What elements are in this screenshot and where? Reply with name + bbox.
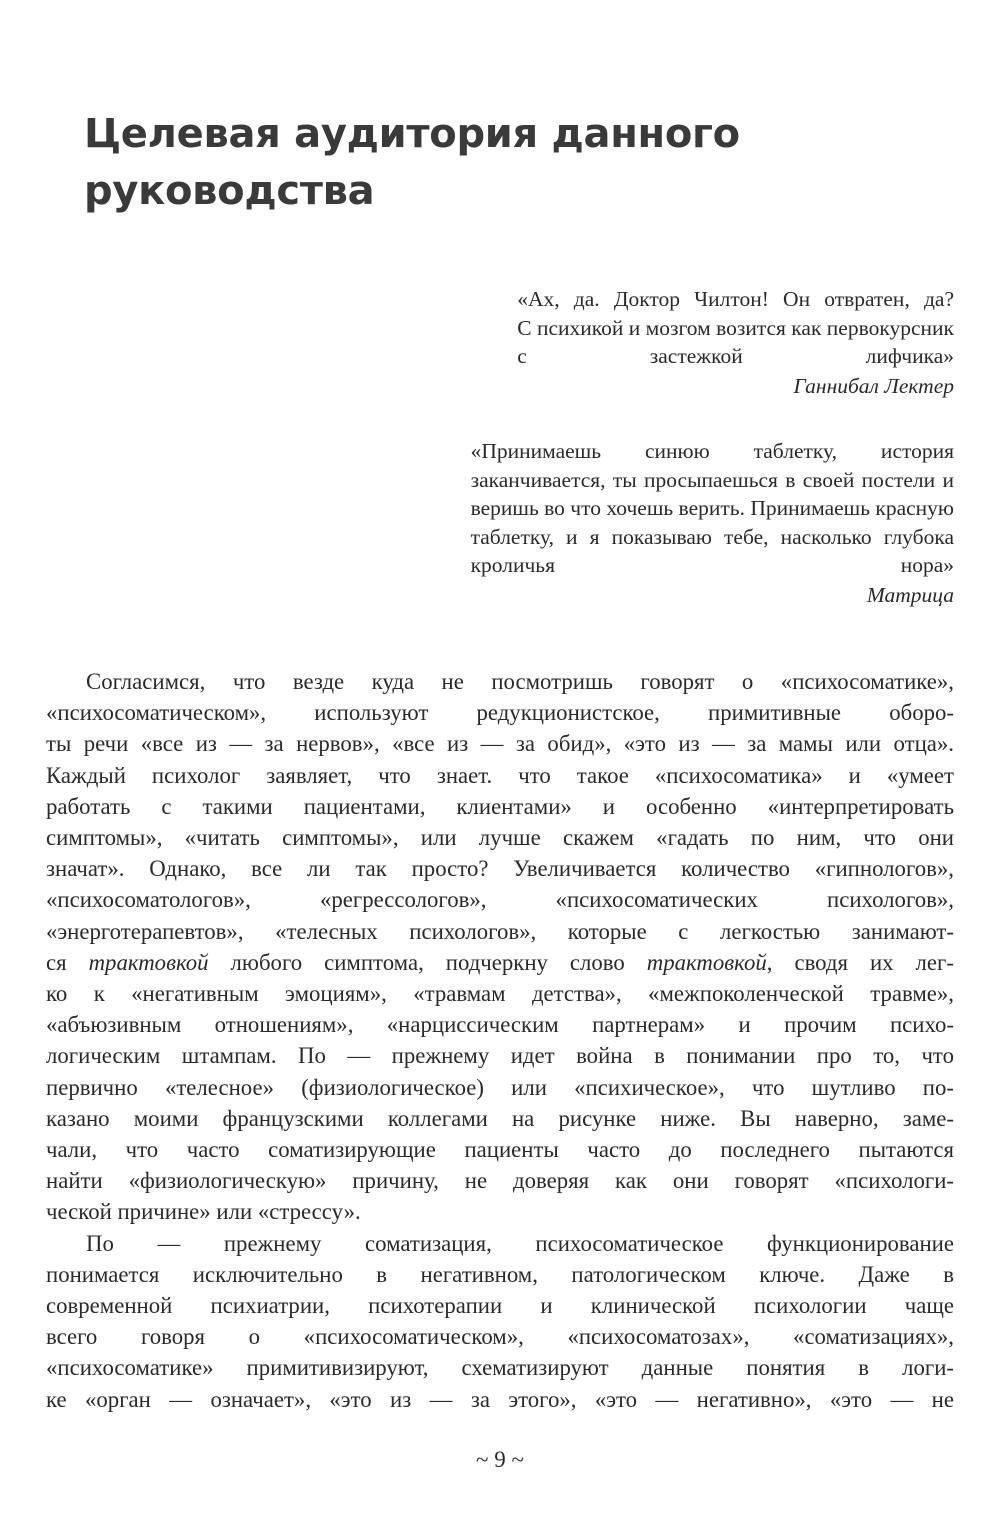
- text-line: «психосоматике» примитивизируют, схематизируют данные понятия в логи-: [46, 1355, 954, 1381]
- emphasized-word: трактовкой: [88, 949, 209, 975]
- text-line: «абъюзивным отношениям», «нарциссическим партнерам» и прочим психо-: [46, 1012, 954, 1038]
- epigraph-line: «Принимаешь синюю таблетку, история: [470, 439, 954, 463]
- text-fragment: любого симптома, подчеркну слово: [208, 949, 647, 975]
- text-line: найти «физиологическую» причину, не доверяя как они говорят «психологи-: [46, 1168, 954, 1194]
- epigraph-line: С психикой и мозгом возится как первокурсник: [517, 315, 954, 340]
- text-line: казано моими французскими коллегами на рисунке ниже. Вы наверно, заме-: [46, 1105, 954, 1131]
- text-fragment: , сводя их лег-: [766, 949, 954, 975]
- page-number: ~ 9 ~: [476, 1447, 524, 1472]
- emphasized-word: трактовкой: [646, 949, 767, 975]
- text-line: Каждый психолог заявляет, что знает. что такое «психосоматика» и «умеет: [46, 762, 954, 788]
- epigraph-author: Матрица: [866, 582, 954, 607]
- text-line: логическим штампам. По — прежнему идет война в понимании про то, что: [46, 1043, 954, 1069]
- text-line: первично «телесное» (физиологическое) или «психическое», что шутливо по-: [46, 1074, 954, 1100]
- text-fragment: ся: [46, 949, 89, 975]
- text-line: современной психиатрии, психотерапии и клинической психологии чаще: [46, 1293, 954, 1319]
- text-line: ке «орган — означает», «это из — за этого», «это — негативно», «это — не: [46, 1386, 954, 1412]
- text-line: «энерготерапевтов», «телесных психологов», которые с легкостью занимают-: [46, 918, 954, 944]
- text-line: значат». Однако, все ли так просто? Увеличивается количество «гипнологов»,: [46, 856, 954, 882]
- text-line: «психосоматическом», используют редукционистское, примитивные оборо-: [46, 700, 954, 726]
- text-line: По — прежнему соматизация, психосоматическое функционирование: [86, 1230, 954, 1256]
- text-line: чали, что часто соматизирующие пациенты часто до последнего пытаются: [46, 1137, 954, 1163]
- text-line: ты речи «все из — за нервов», «все из — за обид», «это из — за мамы или отца».: [46, 731, 954, 757]
- chapter-title-line-2: руководства: [84, 168, 375, 214]
- paragraph-1: [46, 666, 954, 1228]
- text-line: симптомы», «читать симптомы», или лучше скажем «гадать по ним, что они: [46, 825, 954, 851]
- epigraph-line: веришь во что хочешь верить. Принимаешь красную: [470, 496, 954, 520]
- epigraph-matrix: [471, 437, 954, 609]
- text-line: всего говоря о «психосоматическом», «психосоматозах», «соматизациях»,: [46, 1324, 954, 1350]
- epigraph-author: Ганнибал Лектер: [793, 373, 954, 398]
- text-line: ко к «негативным эмоциям», «травмам детства», «межпоколенческой травме»,: [46, 981, 954, 1007]
- text-line-with-emphasis: [46, 947, 954, 978]
- body-text: [46, 666, 954, 1415]
- epigraph-line: заканчивается, ты просыпаешься в своей постели и: [470, 467, 954, 492]
- epigraph-line: «Ах, да. Доктор Чилтон! Он отвратен, да?: [517, 287, 954, 311]
- chapter-title-line-1: Целевая аудитория данного: [84, 111, 740, 157]
- epigraph-line: с застежкой лифчика»: [517, 344, 954, 368]
- paragraph-2: [46, 1228, 954, 1415]
- text-line: понимается исключительно в негативном, патологическом ключе. Даже в: [46, 1261, 954, 1287]
- chapter-title: [84, 106, 904, 220]
- epigraph-line: кроличья нора»: [470, 553, 954, 577]
- text-line: ческой причине» или «стрессу».: [46, 1199, 361, 1225]
- epigraph-line: таблетку, и я показываю тебе, насколько глубока: [470, 524, 954, 549]
- text-line: «психосоматологов», «регрессологов», «психосоматических психологов»,: [46, 887, 954, 913]
- text-line: Согласимся, что везде куда не посмотришь говорят о «психосоматике»,: [86, 669, 954, 694]
- epigraph-hannibal: [517, 285, 954, 400]
- text-line: работать с такими пациентами, клиентами» и особенно «интерпретировать: [46, 793, 954, 819]
